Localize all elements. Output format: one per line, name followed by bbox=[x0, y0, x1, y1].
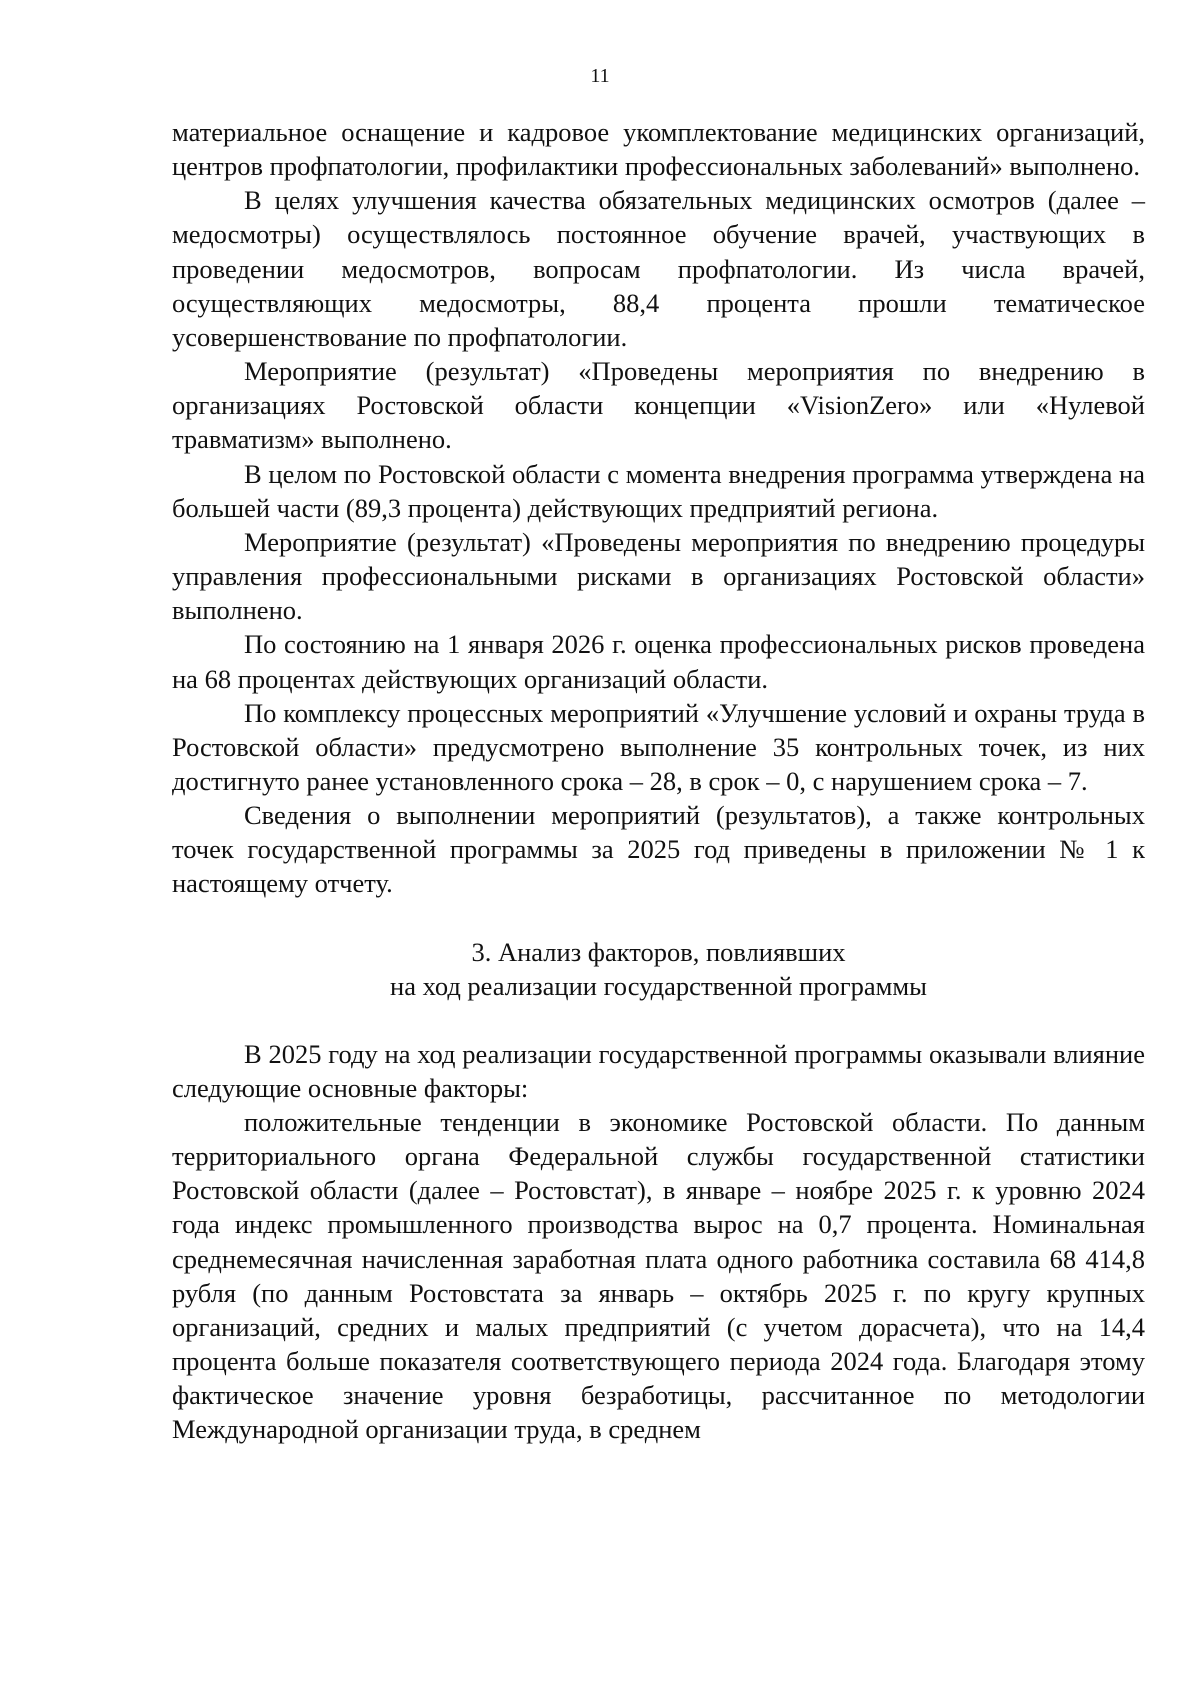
paragraph: В целях улучшения качества обязательных медицинских осмотров (далее – медосмотры) осуществлялось постоянное обучение врачей, участвующих в проведении медосмотров, вопросам профпатологии. Из числа врачей, осуществляющих медосмотры, 88,4 процента прошли тематическое усовершенствование по профпатологии. bbox=[172, 185, 1145, 352]
paragraph: положительные тенденции в экономике Ростовской области. По данным территориального органа Федеральной службы государственной статистики Ростовской области (далее – Ростовстат), в январе – ноябре 2025 г. к уровню 2024 года индекс промышленного производства вырос на 0,7 процента. Номинальная среднемесячная начисленная заработная плата одного работника составила 68 414,8 рубля (по данным Ростовстата за январь – октябрь 2025 г. по кругу крупных организаций, средних и малых предприятий (с учетом дорасчета), что на 14,4 процента больше показателя соответствующего периода 2024 года. Благодаря этому фактическое значение уровня безработицы, рассчитанное по методологии Международной организации труда, в среднем bbox=[172, 1106, 1145, 1445]
paragraph: По комплексу процессных мероприятий «Улучшение условий и охраны труда в Ростовской области» предусмотрено выполнение 35 контрольных точек, из них достигнуто ранее установленного срока – 28, в срок – 0, с нарушением срока – 7. bbox=[172, 697, 1145, 796]
paragraph: Сведения о выполнении мероприятий (результатов), а также контрольных точек государственной программы за 2025 год приведены в приложении № 1 к настоящему отчету. bbox=[172, 800, 1145, 899]
section-heading-line-1: 3. Анализ факторов, повлиявших bbox=[471, 936, 846, 967]
paragraph: По состоянию на 1 января 2026 г. оценка профессиональных рисков проведена на 68 процентах действующих организаций области. bbox=[172, 629, 1145, 694]
paragraph-continuation: материальное оснащение и кадровое укомплектование медицинских организаций, центров профпатологии, профилактики профессиональных заболеваний» выполнено. bbox=[172, 117, 1145, 182]
section-heading bbox=[172, 935, 1145, 1003]
document-body bbox=[172, 115, 1145, 1446]
paragraph: Мероприятие (результат) «Проведены мероприятия по внедрению процедуры управления профессиональными рисками в организациях Ростовской области» выполнено. bbox=[172, 526, 1145, 626]
paragraph: Мероприятие (результат) «Проведены мероприятия по внедрению в организациях Ростовской области концепции «VisionZero» или «Нулевой травматизм» выполнено. bbox=[172, 356, 1145, 455]
paragraph: В целом по Ростовской области с момента внедрения программа утверждена на большей части (89,3 процента) действующих предприятий региона. bbox=[172, 458, 1145, 523]
paragraph: В 2025 году на ход реализации государственной программы оказывали влияние следующие основные факторы: bbox=[172, 1038, 1145, 1103]
page-number: 11 bbox=[590, 65, 610, 87]
section-heading-line-2: на ход реализации государственной программы bbox=[390, 970, 927, 1001]
